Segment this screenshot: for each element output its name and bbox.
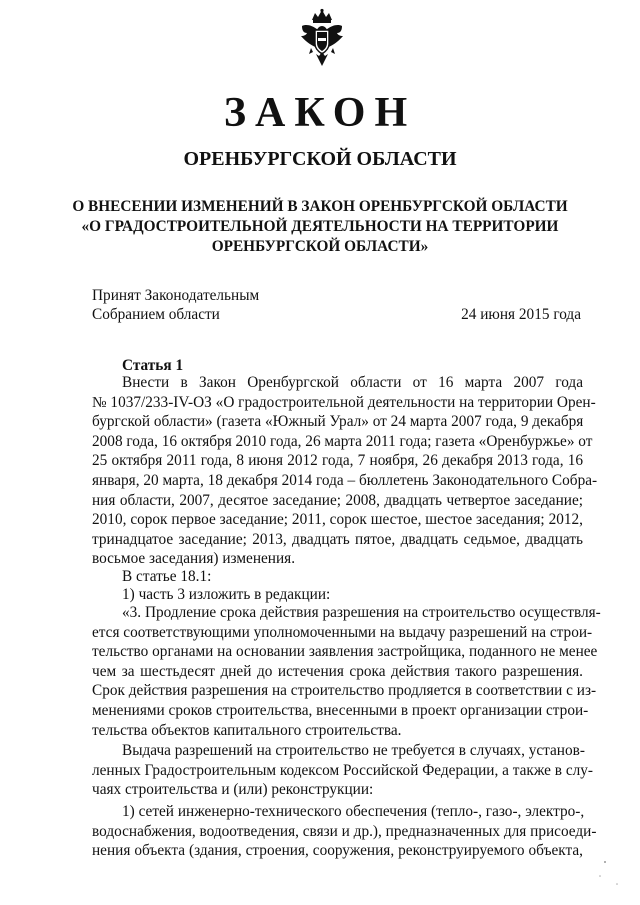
- subject-line: ОРЕНБУРГСКОЙ ОБЛАСТИ»: [211, 238, 429, 255]
- quoted-part-3: [92, 603, 601, 740]
- law-subject: [60, 197, 580, 257]
- quote-line: тельства объектов капитального строительства.: [92, 721, 402, 739]
- subject-line: О ВНЕСЕНИИ ИЗМЕНЕНИЙ В ЗАКОН ОРЕНБУРГСКОЙ ОБЛАСТИ: [72, 198, 568, 215]
- adoption-line-1: Принят Законодательным: [92, 287, 260, 304]
- quote-line: «3. Продление срока действия разрешения на строительство осуществля-: [122, 604, 601, 621]
- paragraph-line: 2010, сорок первое заседание; 2011, сорок шестое, шестое заседания; 2012,: [92, 511, 583, 529]
- paragraph-line: 2008 года, 16 октября 2010 года, 26 марта 2011 года; газета «Оренбуржье» от: [92, 432, 593, 450]
- issuance-line: чаях строительства и (или) реконструкции:: [92, 781, 374, 799]
- paragraph-line: № 1037/233-IV-ОЗ «О градостроительной деятельности на территории Орен-: [92, 393, 596, 411]
- adoption-body: [92, 286, 259, 324]
- in-article-line: В статье 18.1:: [122, 568, 212, 585]
- networks-line: водоснабжения, водоотведения, связи и др.), предназначенных для присоеди-: [92, 822, 597, 840]
- adoption-date: 24 июня 2015 года: [461, 306, 581, 323]
- quote-line: менениями сроков строительства, внесенными в проект организации строи-: [92, 701, 589, 719]
- law-title: ЗАКОН: [223, 90, 417, 136]
- paragraph-line: ния области, 2007, десятое заседание; 2008, двадцать четвертое заседание;: [92, 491, 583, 509]
- paragraph-line: 25 октября 2011 года, 8 июня 2012 года, 7 ноября, 26 декабря 2013 года, 16: [92, 452, 583, 470]
- article-heading: Статья 1: [122, 357, 184, 374]
- paragraph-line: тринадцатое заседание; 2013, двадцать пятое, двадцать седьмое, двадцать: [92, 530, 583, 548]
- region-title: ОРЕНБУРГСКОЙ ОБЛАСТИ: [183, 148, 457, 170]
- subject-line: «О ГРАДОСТРОИТЕЛЬНОЙ ДЕЯТЕЛЬНОСТИ НА ТЕРРИТОРИИ: [81, 218, 559, 235]
- networks-line: 1) сетей инженерно-технического обеспечения (тепло-, газо-, электро-,: [122, 803, 585, 820]
- scan-speck-decoration: [597, 858, 627, 888]
- issuance-line: ленных Градостроительным кодексом Российской Федерации, а также в слу-: [92, 761, 594, 779]
- adoption-line-2: Собранием области: [92, 306, 220, 323]
- item-1-line: 1) часть 3 изложить в редакции:: [122, 586, 331, 603]
- paragraph-line: восьмое заседания) изменения.: [92, 550, 296, 568]
- article-paragraph: [92, 373, 598, 569]
- quote-line: Срок действия разрешения на строительство продляется в соответствии с из-: [92, 682, 597, 700]
- quote-line: тельство органами на основании заявления застройщика, поданного не менее: [92, 643, 598, 661]
- quote-line: ется соответствующими уполномоченными на выдачу разрешений на строи-: [92, 623, 593, 641]
- issuance-line: Выдача разрешений на строительство не требуется в случаях, установ-: [122, 742, 585, 759]
- quote-line: чем за шестьдесят дней до истечения срока действия такого разрешения.: [92, 662, 583, 680]
- networks-line: нения объекта (здания, строения, сооружения, реконструируемого объекта,: [92, 842, 583, 860]
- coat-of-arms-icon: [298, 8, 346, 70]
- paragraph-line: января, 20 марта, 18 декабря 2014 года – бюллетень Законодательного Собра-: [92, 471, 598, 489]
- networks-paragraph: [92, 802, 597, 861]
- paragraph-line: бургской области» (газета «Южный Урал» от 24 марта 2007 года, 9 декабря: [92, 413, 584, 431]
- paragraph-line: Внести в Закон Оренбургской области от 16 марта 2007 года: [122, 374, 583, 391]
- issuance-paragraph: [92, 741, 594, 800]
